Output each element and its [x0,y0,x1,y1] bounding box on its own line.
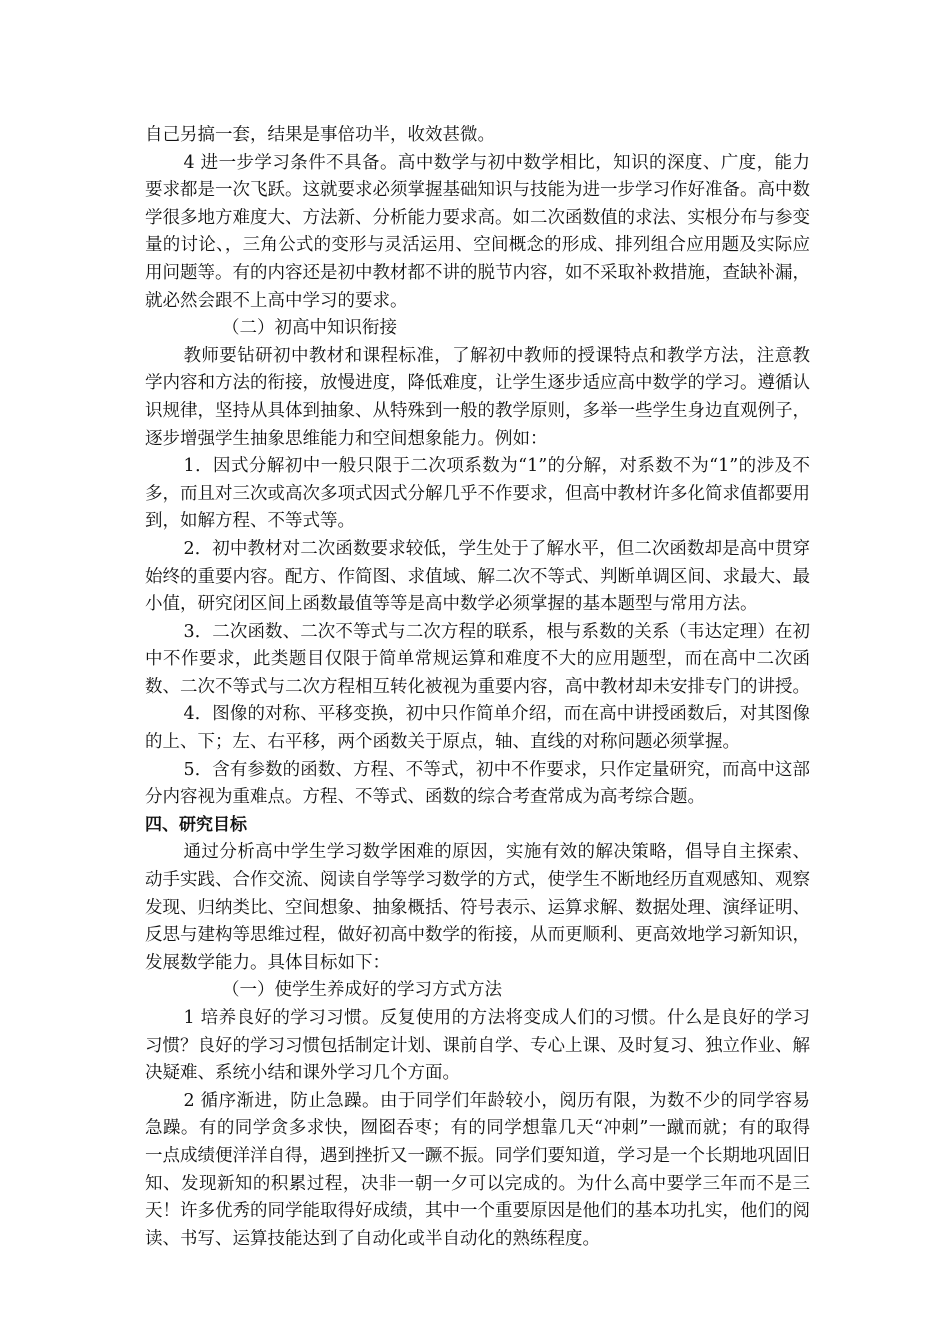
document-page [145,122,810,1253]
paragraph-point-1: 1．因式分解初中一般只限于二次项系数为“1”的分解，对系数不为“1”的涉及不多，而且对三次或高次多项式因式分解几乎不作要求，但高中教材许多化简求值都要用到，如解方程、不等式等。 [145,456,810,532]
paragraph-gradual-progress: 2 循序渐进，防止急躁。由于同学们年龄较小，阅历有限，为数不少的同学容易急躁。有的同学贪多求快，囫囵吞枣；有的同学想靠几天“冲刺”一蹴而就；有的取得一点成绩便洋洋自得，遇到挫折又一蹶不振。同学们要知道，学习是一个长期地巩固旧知、发现新知的积累过程，决非一朝一夕可以完成的。为什么高中要学三年而不是三天！许多优秀的同学能取得好成绩，其中一个重要原因是他们的基本功扎实，他们的阅读、书写、运算技能达到了自动化或半自动化的熟练程度。 [145,1090,810,1249]
paragraph-point-3: 3．二次函数、二次不等式与二次方程的联系，根与系数的关系（韦达定理）在初中不作要求，此类题目仅限于简单常规运算和难度不大的应用题型，而在高中二次函数、二次不等式与二次方程相互转化被视为重要内容，高中教材却未安排专门的讲授。 [145,621,810,697]
paragraph-item-4: 4 进一步学习条件不具备。高中数学与初中数学相比，知识的深度、广度，能力要求都是一次飞跃。这就要求必须掌握基础知识与技能为进一步学习作好准备。高中数学很多地方难度大、方法新、分析能力要求高。如二次函数值的求法、实根分布与参变量的讨论、，三角公式的变形与灵活运用、空间概念的形成、排列组合应用题及实际应用问题等。有的内容还是初中教材都不讲的脱节内容，如不采取补救措施，查缺补漏，就必然会跟不上高中学习的要求。 [145,152,810,311]
subheading-learning-methods: （一）使学生养成好的学习方式方法 [222,980,502,1001]
subheading-knowledge-bridge: （二）初高中知识衔接 [222,318,397,339]
paragraph-habits: 1 培养良好的学习习惯。反复使用的方法将变成人们的习惯。什么是良好的学习习惯？良好的学习习惯包括制定计划、课前自学、专心上课、及时复习、独立作业、解决疑难、系统小结和课外学习几个方面。 [145,1008,810,1084]
section-heading-research-goals: 四、研究目标 [145,814,247,835]
paragraph-continuation: 自己另搞一套，结果是事倍功半，收效甚微。 [145,125,495,145]
paragraph-point-2: 2．初中教材对二次函数要求较低，学生处于了解水平，但二次函数却是高中贯穿始终的重要内容。配方、作简图、求值域、解二次不等式、判断单调区间、求最大、最小值，研究闭区间上函数最值等等是高中数学必须掌握的基本题型与常用方法。 [145,538,810,615]
paragraph-point-4: 4．图像的对称、平移变换，初中只作简单介绍，而在高中讲授函数后，对其图像的上、下；左、右平移，两个函数关于原点，轴、直线的对称问题必须掌握。 [145,704,810,753]
paragraph-point-5: 5．含有参数的函数、方程、不等式，初中不作要求，只作定量研究，而高中这部分内容视为重难点。方程、不等式、函数的综合考查常成为高考综合题。 [145,759,810,808]
paragraph-goals-intro: 通过分析高中学生学习数学困难的原因，实施有效的解决策略，倡导自主探索、动手实践、合作交流、阅读自学等学习数学的方式，使学生不断地经历直观感知、观察发现、归纳类比、空间想象、抽象概括、符号表示、运算求解、数据处理、演绎证明、反思与建构等思维过程，做好初高中数学的衔接，从而更顺利、更高效地学习新知识，发展数学能力。具体目标如下： [145,842,810,973]
paragraph-teacher-study: 教师要钻研初中教材和课程标准，了解初中教师的授课特点和教学方法，注意教学内容和方法的衔接，放慢进度，降低难度，让学生逐步适应高中数学的学习。遵循认识规律，坚持从具体到抽象、从特殊到一般的教学原则，多举一些学生身边直观例子，逐步增强学生抽象思维能力和空间想象能力。例如： [145,345,810,449]
